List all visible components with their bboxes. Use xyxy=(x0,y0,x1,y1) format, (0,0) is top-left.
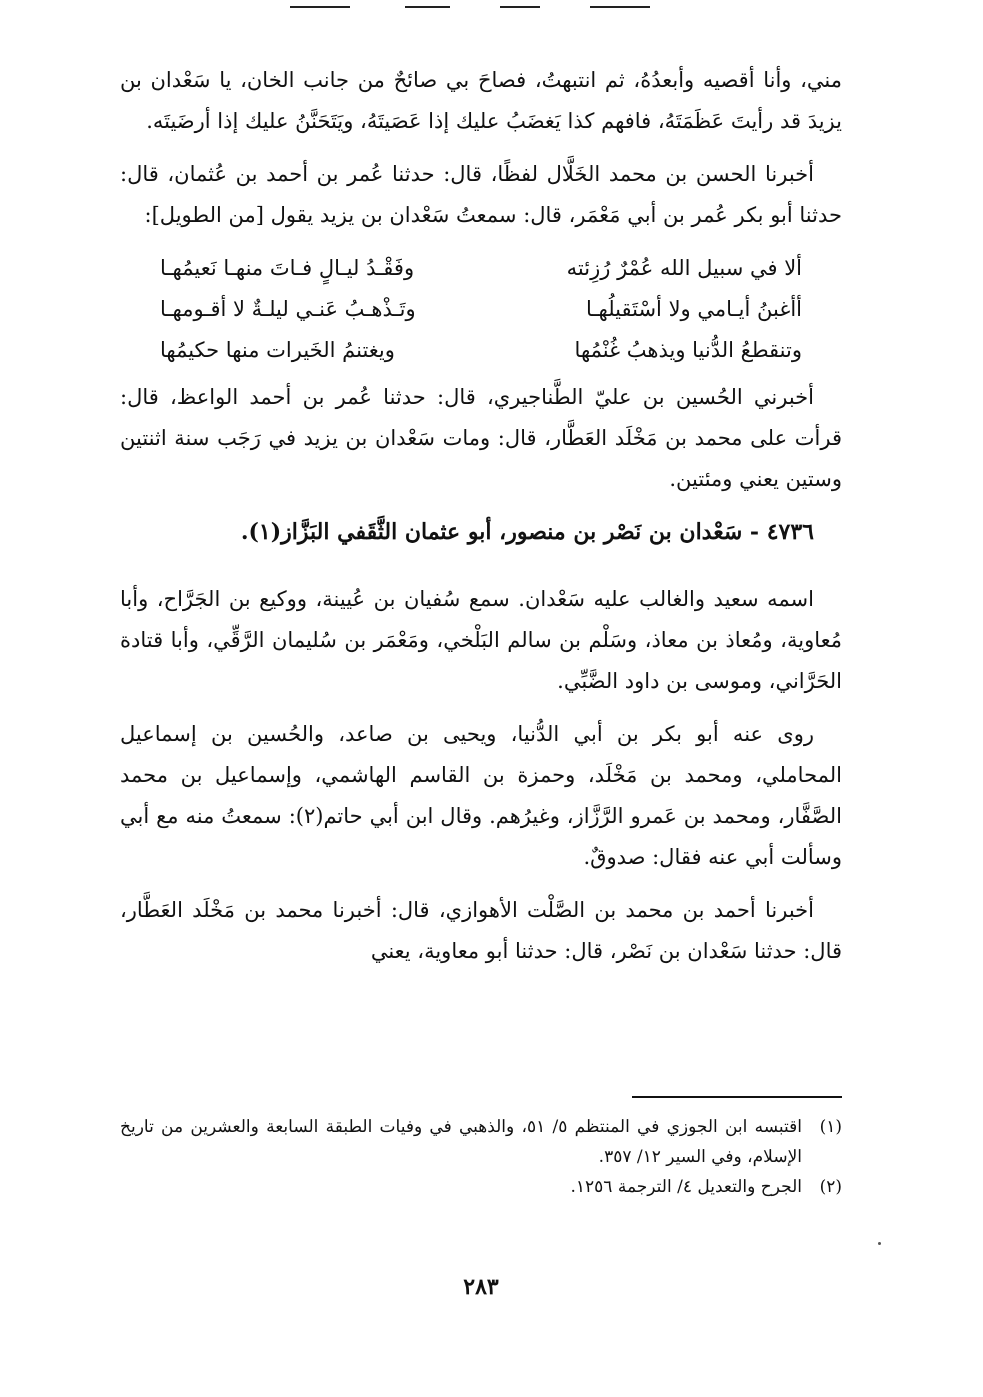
verse-line-2 xyxy=(120,289,842,330)
footnote-text: اقتبسه ابن الجوزي في المنتظم ٥/ ٥١، والذهبي في وفيات الطبقة السابعة والعشرين من تاريخ الإسلام، وفي السير ١٢/ ٣٥٧. xyxy=(120,1117,802,1167)
paragraph-4: اسمه سعيد والغالب عليه سَعْدان. سمع سُفيان بن عُيينة، ووكيع بن الجَرَّاح، وأبا مُعاوية، ومُعاذ بن معاذ، وسَلْم بن سالم البَلْخي، ومَعْمَر بن سُليمان الرَّقِّي، وأبا قتادة الحَرَّاني، وموسى بن داود الضَّبِّي. xyxy=(120,587,842,693)
verse-hemistich: وتَـذْهـبُ عَنـي ليلـةٌ لا أقـومهـا xyxy=(160,297,416,321)
verse-hemistich: ألا في سبيل الله عُمْرٌ رُزِئته xyxy=(566,256,802,280)
footnote-number: (١) xyxy=(819,1117,842,1137)
verse-hemistich: أأغبنُ أيـامي ولا أسْتَقيلُهـا xyxy=(585,297,802,321)
page-body xyxy=(120,60,842,1390)
footnote-number: (٢) xyxy=(819,1177,842,1197)
footnotes xyxy=(120,1112,842,1202)
footnote-1 xyxy=(120,1112,842,1172)
page-number: ٢٨٣ xyxy=(463,1274,499,1300)
top-edge-marks xyxy=(290,6,650,9)
verse-hemistich: وتنقطعُ الدُّنيا ويذهبُ غُنْمُها xyxy=(574,338,802,362)
paragraph-1: مني، وأنا أقصيه وأبعدُهُ، ثم انتبهتُ، فصاحَ بي صائحٌ من جانب الخان، يا سَعْدان بن يزيدَ قد رأيتَ عَظَمَتَهُ، فافهم كذا يَغضَبُ عليك إذا عَصَيتَهُ، ويَتَحَنَّنُ عليك إذا أرضَيتَه. xyxy=(120,68,842,133)
scan-speck xyxy=(878,1242,881,1245)
verse-hemistich: ويغتنمُ الخَيرات منها حكيمُها xyxy=(160,338,395,362)
paragraph-5: روى عنه أبو بكر بن أبي الدُّنيا، ويحيى بن صاعد، والحُسين بن إسماعيل المحاملي، ومحمد بن مَخْلَد، وحمزة بن القاسم الهاشمي، وإسماعيل بن محمد الصَّفَّار، ومحمد بن عَمرو الرَّزَّاز، وغيرُهم. وقال ابن أبي حاتم(٢): سمعتُ منه مع أبي وسألت أبي عنه فقال: صدوقٌ. xyxy=(120,722,842,869)
verse-hemistich: وفَقْـدُ ليـالٍ فـاتَ منهـا نَعيمُهـا xyxy=(160,256,415,280)
poem xyxy=(120,248,842,371)
verse-line-1 xyxy=(120,248,842,289)
entry-heading: ٤٧٣٦ - سَعْدان بن نَصْر بن منصور، أبو عثمان الثَّقَفي البَزَّاز(١). xyxy=(240,519,814,545)
paragraph-3: أخبرني الحُسين بن عليّ الطَّناجيري، قال: حدثنا عُمر بن أحمد الواعظ، قال: قرأت على محمد بن مَخْلَد العَطَّار، قال: ومات سَعْدان بن يزيد في رَجَب سنة اثنتين وستين يعني ومئتين. xyxy=(120,385,842,491)
footnote-separator xyxy=(632,1096,842,1098)
footnote-2 xyxy=(120,1172,842,1202)
paragraph-2: أخبرنا الحسن بن محمد الخَلَّال لفظًا، قال: حدثنا عُمر بن أحمد بن عُثمان، قال: حدثنا أبو بكر عُمر بن أبي مَعْمَر، قال: سمعتُ سَعْدان بن يزيد يقول [من الطويل]: xyxy=(120,162,842,227)
verse-line-3 xyxy=(120,330,842,371)
footnote-text: الجرح والتعديل ٤/ الترجمة ١٢٥٦. xyxy=(570,1177,802,1197)
paragraph-6: أخبرنا أحمد بن محمد بن الصَّلْت الأهوازي، قال: أخبرنا محمد بن مَخْلَد العَطَّار، قال: حدثنا سَعْدان بن نَصْر، قال: حدثنا أبو معاوية، يعني xyxy=(120,898,842,963)
